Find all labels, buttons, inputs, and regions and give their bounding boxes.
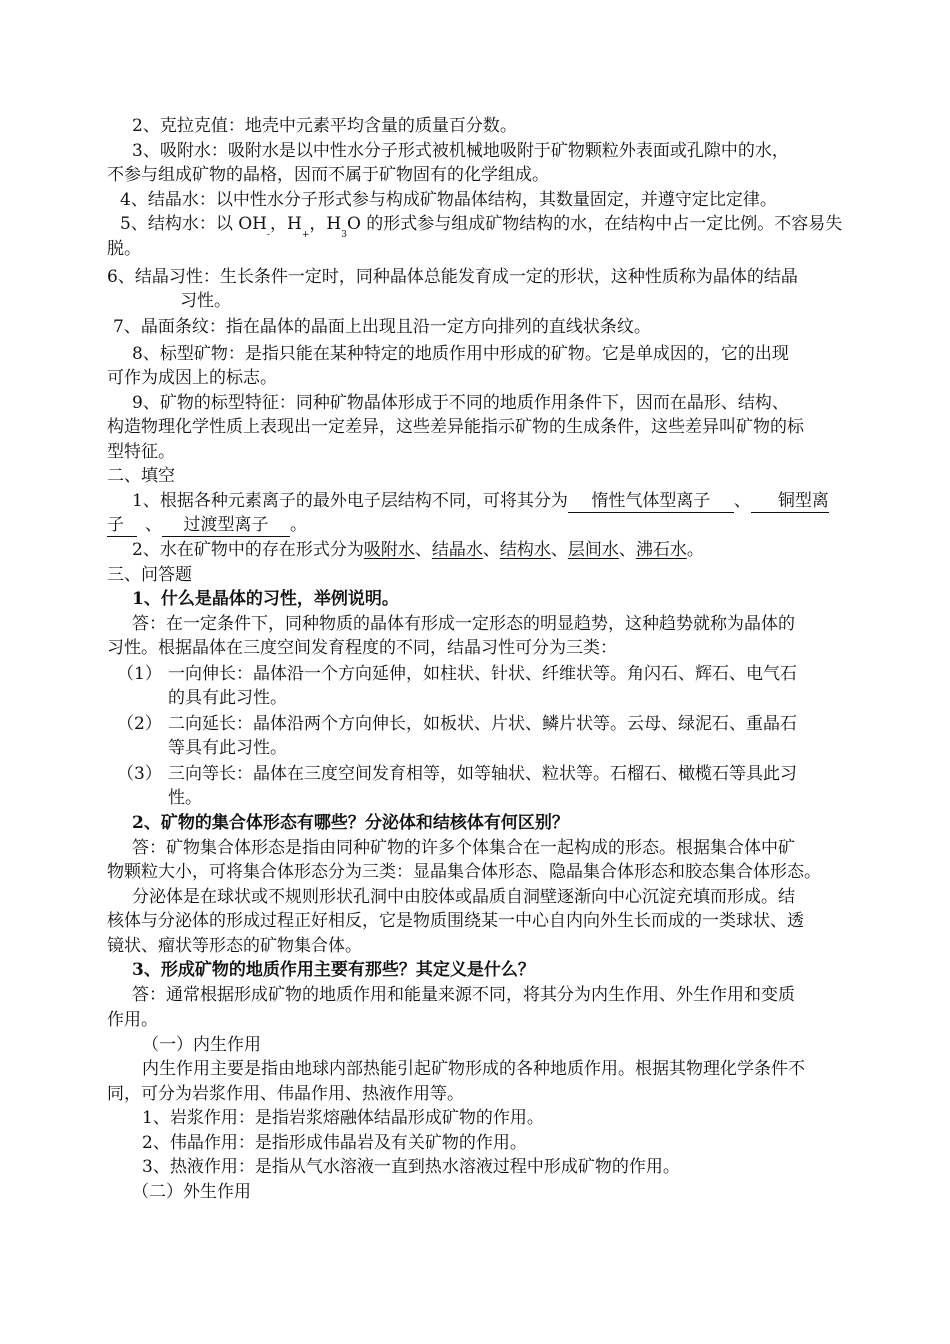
- fill-answer-3: 过渡型离子: [162, 514, 290, 537]
- definition-typomorphic-mineral-line1: 8、标型矿物：是指只能在某种特定的地质作用中形成的矿物。它是单成因的，它的出现: [132, 344, 789, 364]
- fill-end-mark: 。: [290, 515, 307, 535]
- qa-answer-2-line4: 核体与分泌体的形成过程正好相反，它是物质围绕某一中心自内向外生长而成的一类球状、透: [107, 911, 804, 931]
- section-exogenic-heading: （二）外生作用: [132, 1182, 251, 1202]
- subscript-three: 3: [341, 230, 347, 240]
- definition-face-striations: 7、晶面条纹：指在晶体的晶面上出现且沿一定方向排列的直线状条纹。: [113, 317, 651, 337]
- habit-2-line1: 二向延长：晶体沿两个方向伸长，如板状、片状、鳞片状等。云母、绿泥石、重晶石: [168, 714, 797, 734]
- fill-question-1-line2: [107, 513, 307, 537]
- habit-3-number: （3）: [117, 764, 162, 784]
- qa-answer-2-line1: 答：矿物集合体形态是指由同种矿物的许多个体集合在一起构成的形态。根据集合体中矿: [132, 838, 795, 858]
- qa-heading: 三、问答题: [107, 565, 192, 585]
- fill-separator: 、: [414, 540, 432, 560]
- qa-answer-2-line2: 物颗粒大小，可将集合体形态分为三类：显晶集合体形态、隐晶集合体形态和胶态集合体形态。: [107, 862, 821, 882]
- structural-water-sep2: ，H: [309, 214, 342, 234]
- fill-answer-2-part1: 铜型离: [751, 490, 829, 513]
- qa-question-2: 2、矿物的集合体形态有哪些？分泌体和结核体有何区别？: [132, 813, 569, 833]
- fill-question-2-text: 2、水在矿物中的存在形式分为: [132, 540, 364, 560]
- qa-answer-3-line1: 答：通常根据形成矿物的地质作用和能量来源不同，将其分为内生作用、外生作用和变质: [132, 985, 795, 1005]
- endogenic-hydrothermal: 3、热液作用：是指从气水溶液一直到热水溶液过程中形成矿物的作用。: [142, 1157, 680, 1177]
- qa-answer-2-line3: 分泌体是在球状或不规则形状孔洞中由胶体或晶质自洞壁逐渐向中心沉淀充填而形成。结: [132, 887, 795, 907]
- habit-2-number: （2）: [117, 714, 162, 734]
- habit-1-line2: 的具有此习性。: [168, 688, 287, 708]
- qa-answer-1-line1: 答：在一定条件下，同种物质的晶体有形成一定形态的明显趋势，这种趋势就称为晶体的: [132, 614, 795, 634]
- fill-answer-water-5: 沸石水: [635, 540, 687, 560]
- fill-end-mark: 。: [686, 540, 704, 560]
- definition-typomorphic-features-line2: 构造物理化学性质上表现出一定差异，这些差异能指示矿物的生成条件，这些差异叫矿物的标: [107, 417, 804, 437]
- definition-clarke-value: 2、克拉克值：地壳中元素平均含量的质量百分数。: [132, 116, 517, 136]
- fill-answer-water-3: 结构水: [499, 540, 551, 560]
- superscript-minus: -: [266, 230, 271, 240]
- fill-question-1-text: 1、根据各种元素离子的最外电子层结构不同，可将其分为: [132, 491, 568, 511]
- section-endogenic-line2: 同，可分为岩浆作用、伟晶作用、热液作用等。: [107, 1084, 464, 1104]
- habit-2-line2: 等具有此习性。: [168, 738, 287, 758]
- fill-answer-water-4: 层间水: [567, 540, 619, 560]
- fill-question-1-line1: [132, 489, 829, 513]
- structural-water-sep1: ，H: [270, 214, 302, 234]
- definition-crystal-water: 4、结晶水：以中性水分子形式参与构成矿物晶体结构，其数量固定，并遵守定比定律。: [120, 190, 777, 210]
- qa-answer-3-line2: 作用。: [107, 1010, 158, 1030]
- fill-separator: 、: [482, 540, 500, 560]
- fill-blank-heading: 二、填空: [107, 466, 175, 486]
- habit-3-line2: 性。: [168, 788, 202, 808]
- structural-water-text-post: O 的形式参与组成矿物结构的水，在结构中占一定比例。不容易失: [346, 214, 843, 234]
- qa-answer-1-line2: 习性。根据晶体在三度空间发育程度的不同，结晶习性可分为三类：: [107, 638, 617, 658]
- section-endogenic-heading: （一）内生作用: [142, 1035, 261, 1055]
- section-endogenic-line1: 内生作用主要是指由地球内部热能引起矿物形成的各种地质作用。根据其物理化学条件不: [142, 1059, 805, 1079]
- fill-answer-water-2: 结晶水: [431, 540, 483, 560]
- definition-typomorphic-features-line3: 型特征。: [107, 442, 175, 462]
- fill-separator: 、: [145, 515, 162, 535]
- definition-crystal-habit-line1: 6、结晶习性：生长条件一定时，同种晶体总能发育成一定的形状，这种性质称为晶体的结晶: [107, 267, 798, 287]
- habit-3-line1: 三向等长：晶体在三度空间发育相等，如等轴状、粒状等。石榴石、橄榄石等具此习: [168, 764, 797, 784]
- fill-question-2: [132, 538, 704, 562]
- fill-separator: 、: [550, 540, 568, 560]
- qa-answer-2-line5: 镜状、瘤状等形态的矿物集合体。: [107, 936, 362, 956]
- definition-adsorbed-water-line1: 3、吸附水：吸附水是以中性水分子形式被机械地吸附于矿物颗粒外表面或孔隙中的水，: [132, 141, 789, 161]
- endogenic-pegmatitic: 2、伟晶作用：是指形成伟晶岩及有关矿物的作用。: [142, 1133, 527, 1153]
- fill-separator: 、: [733, 491, 751, 511]
- definition-adsorbed-water-line2: 不参与组成矿物的晶格，因而不属于矿物固有的化学组成。: [107, 165, 549, 185]
- definition-crystal-habit-line2: 习性。: [180, 291, 231, 311]
- definition-typomorphic-features-line1: 9、矿物的标型特征：同种矿物晶体形成于不同的地质作用条件下，因而在晶形、结构、: [132, 393, 789, 413]
- definition-structural-water-line2: 脱。: [107, 239, 141, 259]
- fill-answer-1: 惰性气体型离子: [568, 490, 734, 513]
- qa-question-1: 1、什么是晶体的习性，举例说明。: [132, 589, 399, 609]
- fill-answer-water-1: 吸附水: [363, 540, 415, 560]
- fill-answer-2-part2: 子: [107, 514, 137, 537]
- structural-water-text-pre: 5、结构水：以 OH: [120, 214, 267, 234]
- fill-separator: 、: [618, 540, 636, 560]
- habit-1-number: （1）: [117, 664, 162, 684]
- qa-question-3: 3、形成矿物的地质作用主要有那些？其定义是什么？: [132, 960, 535, 980]
- endogenic-magmatic: 1、岩浆作用：是指岩浆熔融体结晶形成矿物的作用。: [142, 1108, 544, 1128]
- definition-typomorphic-mineral-line2: 可作为成因上的标志。: [107, 368, 277, 388]
- habit-1-line1: 一向伸长：晶体沿一个方向延伸，如柱状、针状、纤维状等。角闪石、辉石、电气石: [168, 664, 797, 684]
- superscript-plus: +: [301, 230, 310, 240]
- definition-structural-water-line1: [120, 212, 842, 239]
